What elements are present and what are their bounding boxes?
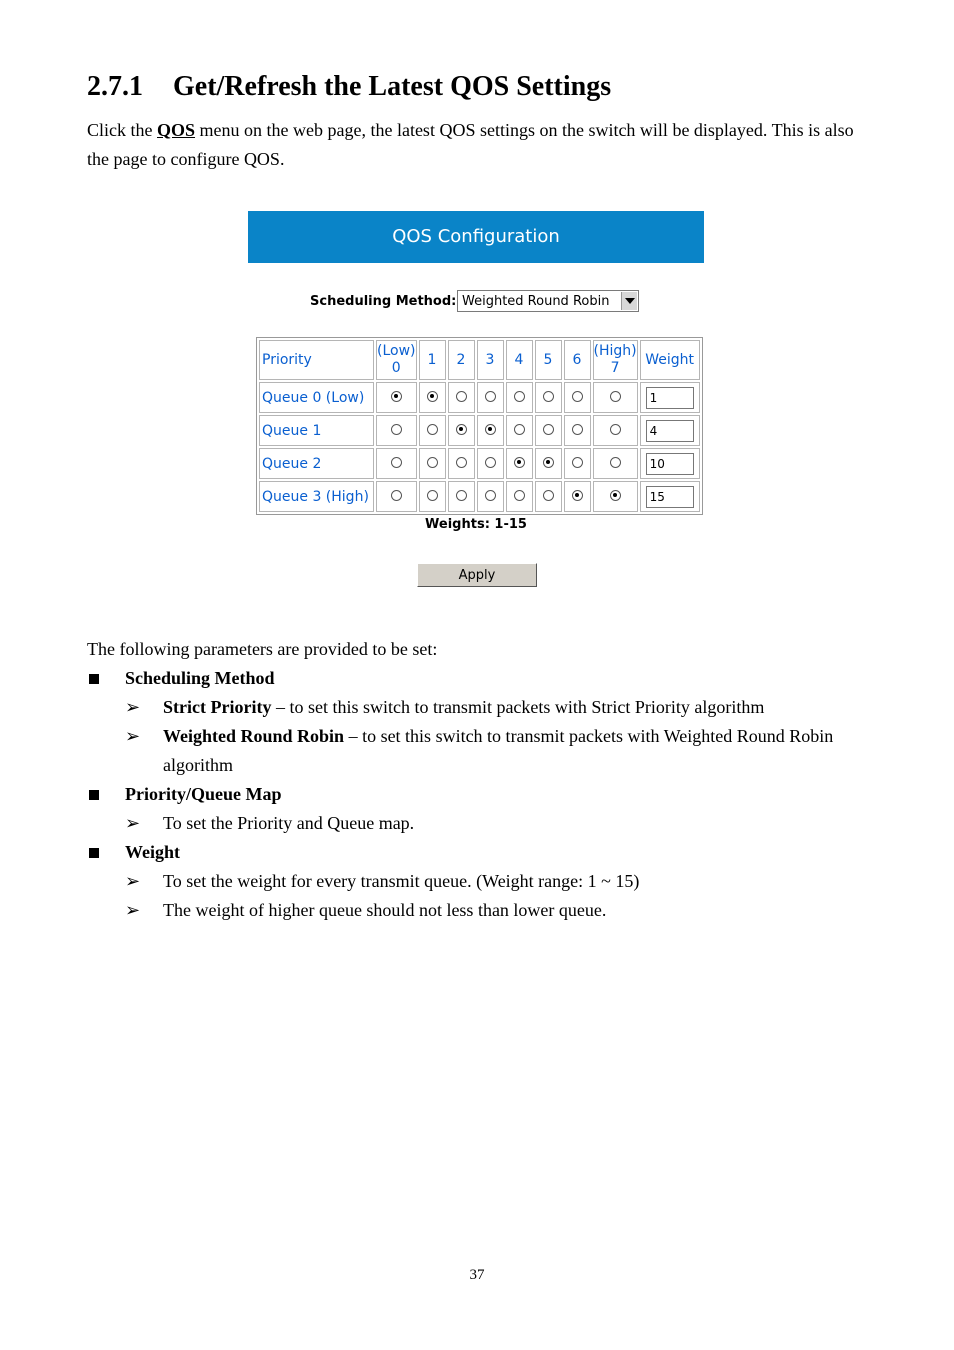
arrow-bullet-icon: ➢ [125,813,141,833]
priority-7-label: 7 [610,360,620,376]
priority-radio[interactable] [514,490,525,501]
priority-radio[interactable] [543,424,554,435]
scheduling-method-value: Weighted Round Robin [462,294,610,309]
radio-cell [477,415,504,446]
priority-radio[interactable] [456,391,467,402]
priority-radio[interactable] [485,424,496,435]
intro-text-start: Click the [87,120,157,140]
weight-cell [640,382,700,413]
queue-label: Queue 3 (High) [259,481,374,512]
priority-radio[interactable] [427,424,438,435]
priority-7-header [593,340,638,380]
radio-cell [376,415,417,446]
priority-radio[interactable] [427,391,438,402]
arrow-bullet-icon: ➢ [125,697,141,717]
radio-cell [419,382,446,413]
intro-paragraph [87,116,877,174]
weight-cell [640,448,700,479]
priority-radio[interactable] [427,457,438,468]
bullet-scheduling-method [87,664,867,693]
radio-cell [506,382,533,413]
radio-cell [448,448,475,479]
sub-bullet [87,722,867,780]
priority-low-label: (Low) [377,343,416,359]
bullet-priority-queue-map [87,780,867,809]
sub-bullet-text: – to set this switch to transmit packets with Weighted Round Robin algorithm [163,726,834,775]
radio-cell [535,415,562,446]
priority-radio[interactable] [610,490,621,501]
arrow-bullet-icon: ➢ [125,726,141,746]
priority-radio[interactable] [610,424,621,435]
priority-high-label: (High) [593,343,637,359]
page-number: 37 [469,1267,485,1283]
radio-cell [477,448,504,479]
queue-label: Queue 0 (Low) [259,382,374,413]
dropdown-arrow-icon[interactable] [621,292,637,310]
radio-cell [477,382,504,413]
table-header-row [259,340,700,380]
radio-cell [564,415,591,446]
priority-4-header: 4 [506,340,533,380]
priority-header: Priority [259,340,374,380]
radio-cell [376,448,417,479]
priority-radio[interactable] [456,490,467,501]
priority-radio[interactable] [543,391,554,402]
priority-radio[interactable] [391,457,402,468]
bullet-title: Scheduling Method [125,668,275,688]
qos-config-banner: QOS Configuration [248,211,704,263]
radio-cell [593,382,638,413]
priority-radio[interactable] [391,490,402,501]
priority-2-header: 2 [448,340,475,380]
priority-radio[interactable] [514,457,525,468]
priority-1-header: 1 [419,340,446,380]
priority-radio[interactable] [572,391,583,402]
sub-bullet [87,896,867,925]
scheduling-method-select[interactable] [457,290,639,312]
radio-cell [564,481,591,512]
radio-cell [419,448,446,479]
radio-cell [593,448,638,479]
sub-bullet [87,867,867,896]
priority-radio[interactable] [427,490,438,501]
parameters-intro: The following parameters are provided to be set: [87,639,438,659]
priority-queue-map-table [256,337,703,515]
radio-cell [506,448,533,479]
section-heading [87,68,611,106]
table-row [259,382,700,413]
priority-radio[interactable] [485,490,496,501]
radio-cell [477,481,504,512]
sub-bullet-term: Strict Priority [163,697,272,717]
radio-cell [448,481,475,512]
radio-cell [593,415,638,446]
priority-radio[interactable] [485,457,496,468]
square-bullet-icon [89,674,99,684]
bullet-weight [87,838,867,867]
priority-radio[interactable] [572,457,583,468]
arrow-bullet-icon: ➢ [125,900,141,920]
radio-cell [564,382,591,413]
radio-cell [448,382,475,413]
square-bullet-icon [89,790,99,800]
priority-radio[interactable] [572,490,583,501]
radio-cell [419,481,446,512]
radio-cell [593,481,638,512]
priority-6-header: 6 [564,340,591,380]
radio-cell [376,481,417,512]
sub-bullet-text: The weight of higher queue should not less than lower queue. [163,900,607,920]
radio-cell [506,415,533,446]
radio-cell [535,481,562,512]
queue-label: Queue 1 [259,415,374,446]
priority-radio[interactable] [543,490,554,501]
sub-bullet [87,809,867,838]
priority-0-header [376,340,417,380]
weights-range-note: Weights: 1-15 [425,517,527,532]
priority-radio[interactable] [456,424,467,435]
radio-cell [448,415,475,446]
radio-cell [564,448,591,479]
priority-radio[interactable] [514,391,525,402]
intro-text-end: menu on the web page, the latest QOS settings on the switch will be displayed. This is also the page to configure QOS. [87,120,854,169]
priority-radio[interactable] [514,424,525,435]
weight-input[interactable] [646,387,694,409]
apply-button[interactable]: Apply [417,563,537,587]
priority-radio[interactable] [391,391,402,402]
priority-5-header: 5 [535,340,562,380]
table-row [259,448,700,479]
priority-3-header: 3 [477,340,504,380]
priority-radio[interactable] [391,424,402,435]
bullet-title: Weight [125,842,181,862]
qos-configuration-screenshot [248,211,704,591]
qos-menu-link: QOS [157,120,196,140]
weight-input[interactable] [646,453,694,475]
sub-bullet [87,693,867,722]
square-bullet-icon [89,848,99,858]
section-number: 2.7.1 [87,71,143,102]
radio-cell [419,415,446,446]
priority-radio[interactable] [610,457,621,468]
priority-radio[interactable] [572,424,583,435]
radio-cell [535,382,562,413]
priority-radio[interactable] [543,457,554,468]
sub-bullet-text: To set the Priority and Queue map. [163,813,415,833]
parameters-section [87,635,867,925]
scheduling-method-label: Scheduling Method: [310,294,457,309]
table-row [259,481,700,512]
priority-radio[interactable] [485,391,496,402]
priority-0-label: 0 [391,360,401,376]
radio-cell [376,382,417,413]
weight-input[interactable] [646,486,694,508]
radio-cell [506,481,533,512]
section-title: Get/Refresh the Latest QOS Settings [173,71,612,102]
sub-bullet-text: – to set this switch to transmit packets with Strict Priority algorithm [271,697,765,717]
table-row [259,415,700,446]
bullet-title: Priority/Queue Map [125,784,282,804]
queue-label: Queue 2 [259,448,374,479]
sub-bullet-text: To set the weight for every transmit queue. (Weight range: 1 ~ 15) [163,871,640,891]
weight-input[interactable] [646,420,694,442]
priority-radio[interactable] [610,391,621,402]
sub-bullet-term: Weighted Round Robin [163,726,345,746]
arrow-bullet-icon: ➢ [125,871,141,891]
radio-cell [535,448,562,479]
weight-header: Weight [640,340,700,380]
weight-cell [640,415,700,446]
priority-radio[interactable] [456,457,467,468]
weight-cell [640,481,700,512]
